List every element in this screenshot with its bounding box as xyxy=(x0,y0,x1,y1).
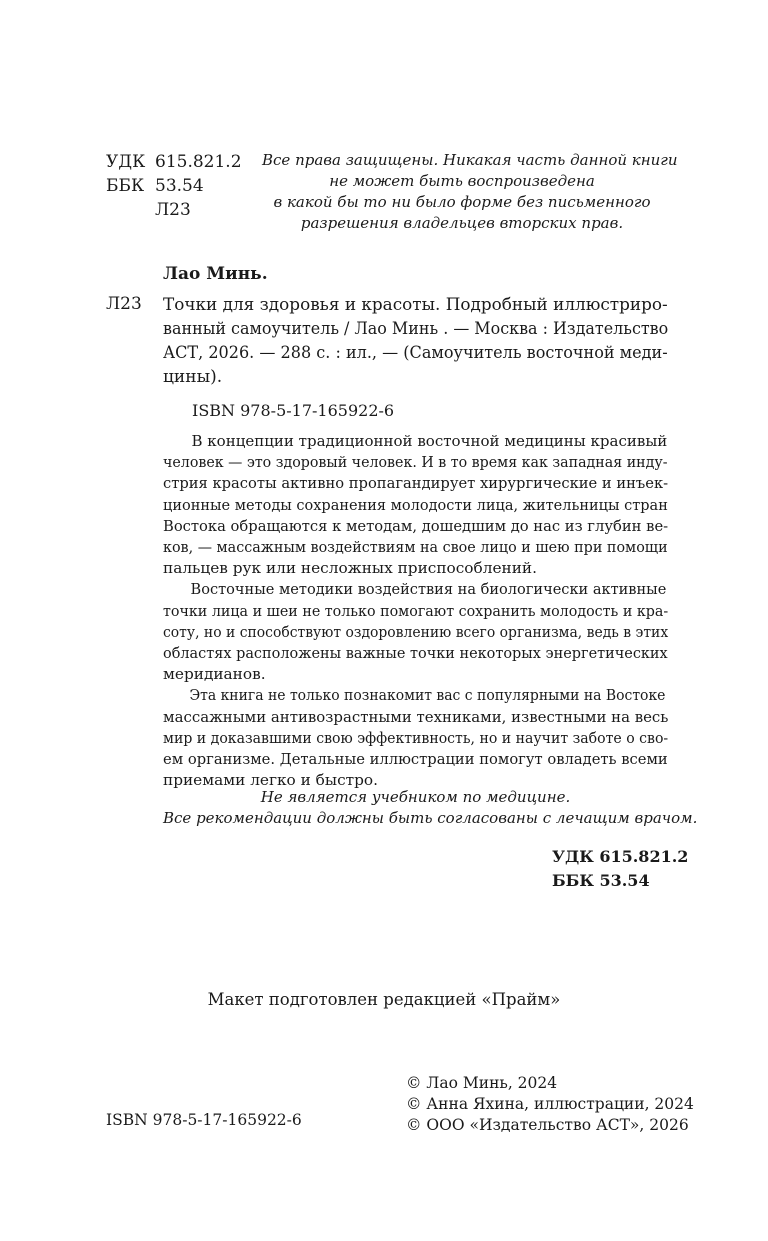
bbk-label: ББК xyxy=(106,176,145,196)
annotation-line: ем организме. Детальные иллюстрации помогут овладеть всеми xyxy=(163,750,668,769)
copyright-line: © Лао Минь, 2024 xyxy=(406,1074,558,1092)
annotation-line: ков, — массажным воздействиям на свое лицо и шею при помощи xyxy=(163,538,668,557)
annotation-line: человек — это здоровый человек. И в то время как западная инду- xyxy=(163,453,668,472)
description-line: АСТ, 2026. — 288 с. : ил., — (Самоучитель восточной меди- xyxy=(163,343,668,363)
annotation-line: соту, но и способствуют оздоровлению всего организма, ведь в этих xyxy=(163,622,669,641)
rights-line: разрешения владельцев вторских прав. xyxy=(300,214,624,232)
annotation-line: Востока обращаются к методам, дошедшим до нас из глубин ве- xyxy=(163,516,669,535)
rights-notice xyxy=(262,150,678,234)
rights-line: в какой бы то ни было форме без письменного xyxy=(273,193,651,211)
description-line: ванный самоучитель / Лао Минь . — Москва : Издательство xyxy=(163,319,669,339)
copyright-line: © Анна Яхина, иллюстрации, 2024 xyxy=(406,1095,694,1113)
annotation-text xyxy=(163,431,668,791)
annotation-line: точки лица и шеи не только помогают сохранить молодость и кра- xyxy=(163,601,669,620)
rights-line: не может быть воспроизведена xyxy=(329,172,595,190)
annotation-line: меридианов. xyxy=(163,665,266,684)
bbk-row xyxy=(106,174,242,198)
copyright-block xyxy=(406,1073,694,1136)
medical-disclaimer xyxy=(163,787,698,829)
prepared-by-note: Макет подготовлен редакцией «Прайм» xyxy=(207,990,561,1009)
annotation-line: мир и доказавшими свою эффективность, но и научит заботе о сво- xyxy=(163,728,669,747)
annotation-line: Восточные методики воздействия на биологически активные xyxy=(190,580,667,599)
udk-value: 615.821.2 xyxy=(155,152,242,172)
author-heading: Лао Минь. xyxy=(163,264,268,284)
annotation-line: Эта книга не только познакомит вас с популярными на Востоке xyxy=(189,686,666,705)
entry-code: Л23 xyxy=(106,294,142,314)
bbk-full: ББК 53.54 xyxy=(552,871,650,890)
isbn-top: ISBN 978-5-17-165922-6 xyxy=(192,401,395,420)
udk-full: УДК 615.821.2 xyxy=(552,847,689,866)
udk-row xyxy=(106,150,242,174)
classification-block xyxy=(106,150,242,222)
disclaimer-line: Все рекомендации должны быть согласованы с лечащим врачом. xyxy=(163,809,698,827)
author-mark-row xyxy=(106,198,242,222)
bbk-value: 53.54 xyxy=(155,176,204,196)
annotation-line: областях расположены важные точки некоторых энергетических xyxy=(163,644,668,663)
udk-bbk-summary xyxy=(552,845,688,893)
rights-line: Все права защищены. Никакая часть данной книги xyxy=(262,151,678,169)
udk-label: УДК xyxy=(106,152,146,172)
copyright-line: © ООО «Издательство АСТ», 2026 xyxy=(406,1116,689,1134)
annotation-line: массажными антивозрастными техниками, известными на весь xyxy=(163,707,669,726)
description-line: Точки для здоровья и красоты. Подробный иллюстриро- xyxy=(163,295,668,315)
annotation-line: приемами легко и быстро. xyxy=(163,771,378,790)
author-mark: Л23 xyxy=(155,200,191,220)
disclaimer-line: Не является учебником по медицине. xyxy=(260,788,571,806)
annotation-line: пальцев рук или несложных приспособлений. xyxy=(163,559,537,578)
isbn-bottom: ISBN 978-5-17-165922-6 xyxy=(106,1111,302,1129)
description-line: цины). xyxy=(163,367,223,387)
annotation-line: В концепции традиционной восточной медицины красивый xyxy=(191,432,668,450)
annotation-line: ционные методы сохранения молодости лица, жительницы стран xyxy=(163,495,668,514)
annotation-line: стрия красоты активно пропагандирует хирургические и инъек- xyxy=(163,474,669,493)
bibliographic-description xyxy=(163,293,702,389)
